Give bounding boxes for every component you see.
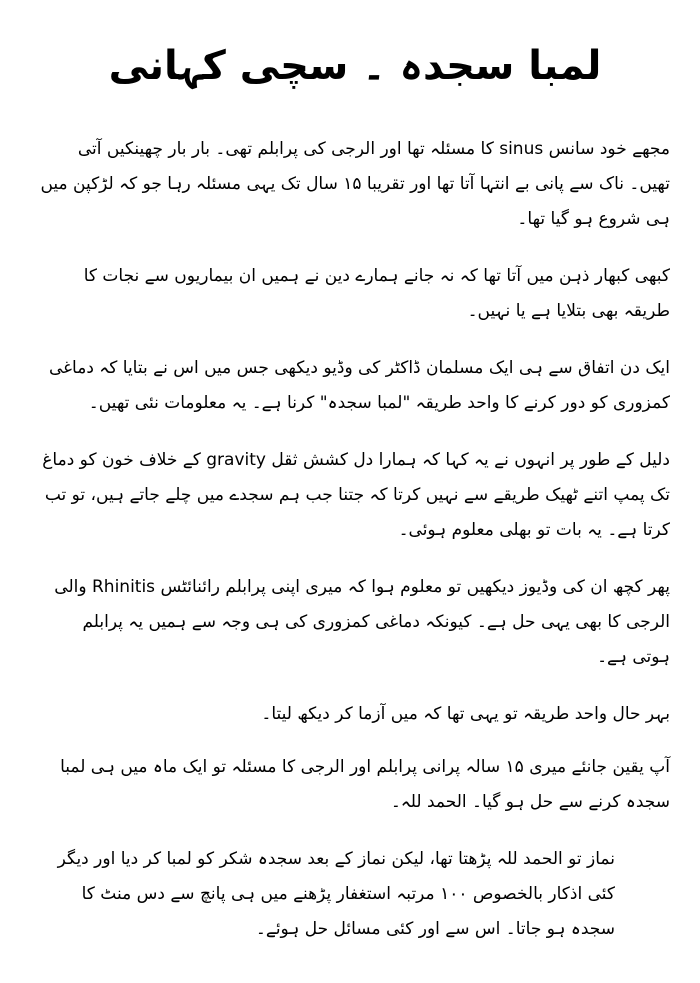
- paragraph-wondering-cure: کبھی کبھار ذہن میں آتا تھا کہ نہ جانے ہمارے دین نے ہمیں ان بیماریوں سے نجات کا طریقہ بھی بتلایا ہے یا نہیں۔: [83, 266, 670, 321]
- paragraph-rhinitis: پھر کچھ ان کی وڈیوز دیکھیں تو معلوم ہوا کہ میری اپنی پرابلم رائنائٹس Rhinitis والی الرجی کا بھی یہی حل ہے۔ کیونکہ دماغی کمزوری کی ہی وجہ سے ہمیں یہ پرابلم ہوتی ہے۔: [54, 577, 670, 667]
- document-title: لمبا سجدہ ۔ سچی کہانی: [108, 43, 602, 89]
- paragraph-sinus-problem: مجھے خود سانس sinus کا مسئلہ تھا اور الرجی کی پرابلم تھی۔ بار بار چھینکیں آتی تھیں۔ ناک سے پانی بے انتہا آتا تھا اور تقریبا ۱۵ سال تک یہی مسئلہ رہا جو کہ لڑکپن میں ہی شروع ہو گیا تھا۔: [40, 139, 670, 229]
- paragraph-doctor-video: ایک دن اتفاق سے ہی ایک مسلمان ڈاکٹر کی وڈیو دیکھی جس میں اس نے بتایا کہ دماغی کمزوری کو دور کرنے کا واحد طریقہ "لمبا سجدہ" کرنا ہے۔ یہ معلومات نئی تھیں۔: [48, 358, 670, 413]
- paragraph-result: آپ یقین جانئے میری ۱۵ سالہ پرانی پرابلم اور الرجی کا مسئلہ تو ایک ماہ میں ہی لمبا سجدہ کرنے سے حل ہو گیا۔ الحمد للہ۔: [60, 757, 670, 812]
- paragraph-prayer-routine: نماز تو الحمد للہ پڑھتا تھا، لیکن نماز کے بعد سجدہ شکر کو لمبا کر دیا اور دیگر کئی اذکار بالخصوص ۱۰۰ مرتبہ استغفار پڑھنے میں ہی پانچ سے دس منٹ کا سجدہ ہو جاتا۔ اس سے اور کئی مسائل حل ہوئے۔: [57, 849, 615, 939]
- paragraph-gravity-argument: دلیل کے طور پر انہوں نے یہ کہا کہ ہمارا دل کشش ثقل gravity کے خلاف خون کو دماغ تک پمپ اتنے ٹھیک طریقے سے نہیں کرتا کہ جتنا جب ہم سجدے میں چلے جاتے ہیں، تو تب کرتا ہے۔ یہ بات تو بھلی معلوم ہوئی۔: [42, 450, 670, 540]
- paragraph-try-method: بہر حال واحد طریقہ تو یہی تھا کہ میں آزما کر دیکھ لیتا۔: [261, 704, 670, 724]
